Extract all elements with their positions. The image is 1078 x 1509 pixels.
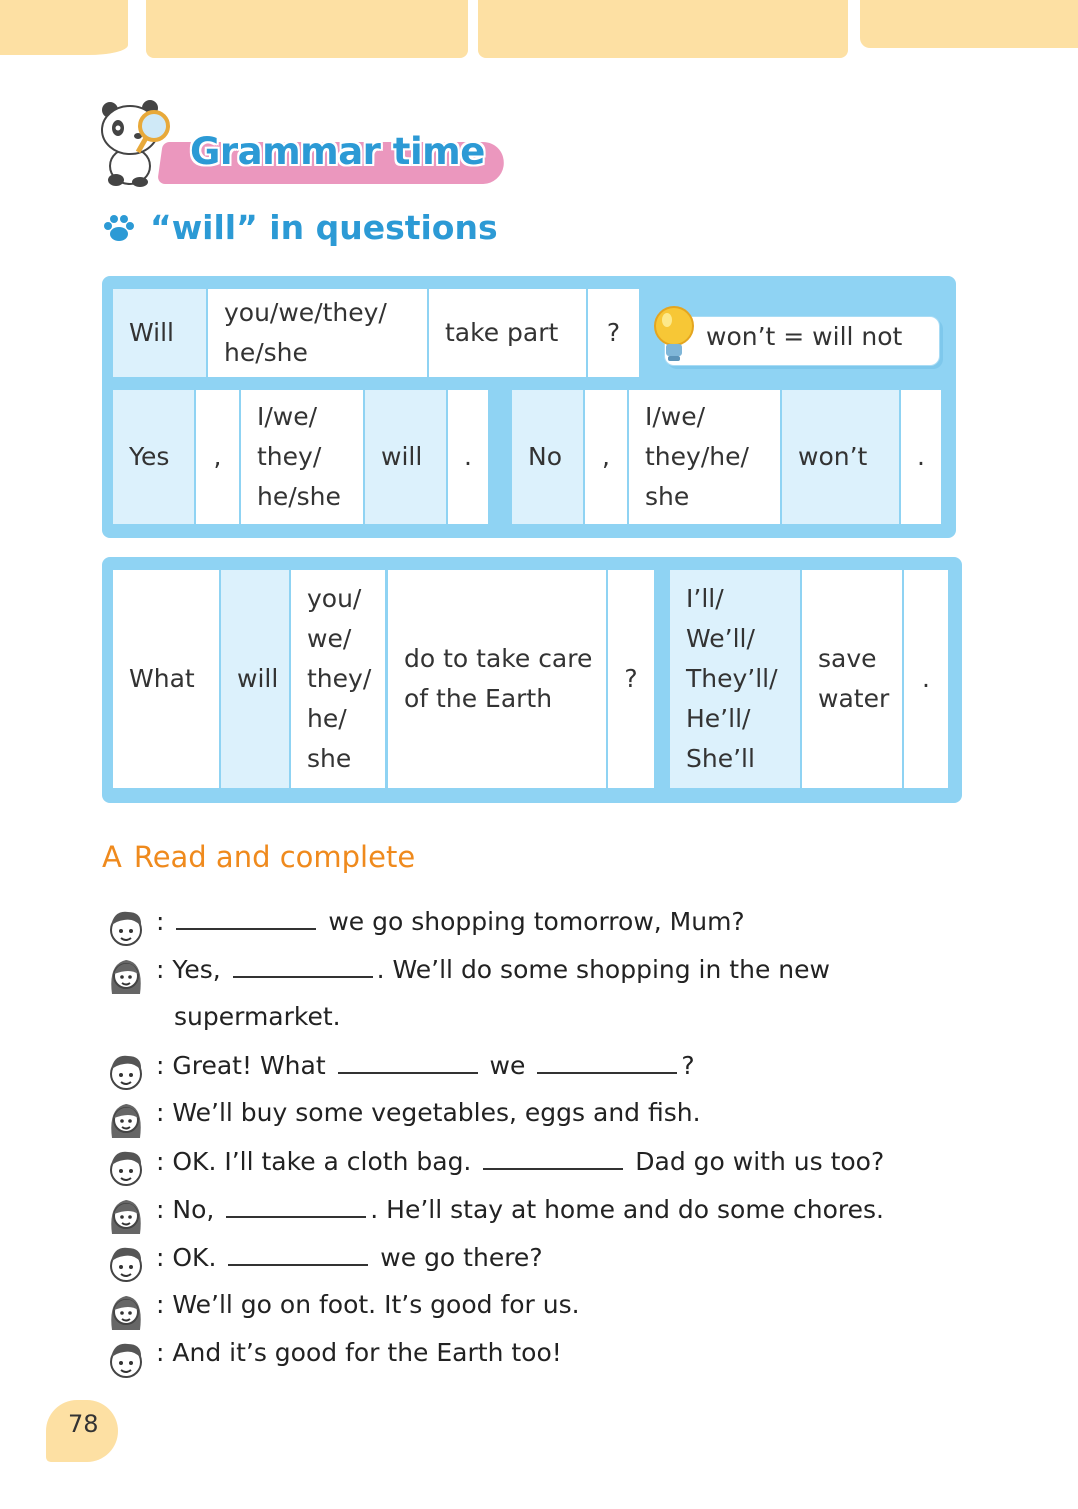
note-text: won’t = will not [706, 322, 903, 351]
will-row-cell: take part [429, 289, 586, 377]
what-question-cell: What [113, 570, 219, 788]
boy-face-icon [104, 1242, 148, 1286]
paw-print-icon [102, 214, 136, 244]
exercise-letter: A [102, 840, 122, 874]
exercise-title [102, 840, 415, 874]
section-title: Grammar time [190, 130, 485, 173]
will-row-cell: Will [113, 289, 206, 377]
answer-blank[interactable] [228, 1242, 368, 1266]
answer-cell: I’ll/ We’ll/ They’ll/ He’ll/ She’ll [670, 570, 800, 788]
what-question-cell: you/ we/ they/ he/ she [291, 570, 385, 788]
page-number: 78 [68, 1410, 99, 1438]
mum-face-icon [104, 954, 148, 998]
answer-blank[interactable] [483, 1146, 623, 1170]
boy-face-icon [104, 1146, 148, 1190]
top-tab [860, 0, 1078, 48]
dialogue-text: : OK. I’ll take a cloth bag. Dad go with us too? [156, 1147, 885, 1176]
what-question-cell: ? [608, 570, 654, 788]
dialogue-text: : Yes, . We’ll do some shopping in the new [156, 955, 830, 984]
what-question-cell: will [221, 570, 289, 788]
dialogue-text: : we go shopping tomorrow, Mum? [156, 907, 745, 936]
dialogue-text: : No, . He’ll stay at home and do some chores. [156, 1195, 884, 1224]
grammar-subtitle: “will” in questions [150, 208, 498, 247]
no-answer-cell: No [512, 390, 583, 524]
answer-cell: save water [802, 570, 902, 788]
what-question-cell: do to take care of the Earth [388, 570, 606, 788]
boy-face-icon [104, 1050, 148, 1094]
will-row-cell: you/we/they/ he/she [208, 289, 427, 377]
no-answer-cell: , [585, 390, 627, 524]
no-answer-cell: I/we/ they/he/ she [629, 390, 780, 524]
answer-blank[interactable] [233, 954, 373, 978]
answer-blank[interactable] [226, 1194, 366, 1218]
mum-face-icon [104, 1098, 148, 1142]
mum-face-icon [104, 1194, 148, 1238]
answer-blank[interactable] [537, 1050, 677, 1074]
yes-answer-cell: Yes [113, 390, 194, 524]
top-tab [478, 0, 848, 58]
dialogue-text: : And it’s good for the Earth too! [156, 1338, 562, 1367]
dialogue-text: supermarket. [174, 1002, 341, 1031]
answer-cell: . [904, 570, 948, 788]
boy-face-icon [104, 906, 148, 950]
exercise-heading: Read and complete [133, 840, 416, 874]
dialogue-text: : We’ll buy some vegetables, eggs and fish. [156, 1098, 701, 1127]
answer-blank[interactable] [338, 1050, 478, 1074]
top-tab [0, 0, 128, 55]
dialogue-text: : Great! What we ? [156, 1051, 695, 1080]
yes-answer-cell: I/we/ they/ he/she [241, 390, 363, 524]
lightbulb-icon [650, 304, 698, 366]
no-answer-cell: won’t [782, 390, 899, 524]
boy-face-icon [104, 1338, 148, 1382]
answer-blank[interactable] [176, 906, 316, 930]
dialogue-text: : OK. we go there? [156, 1243, 543, 1272]
will-row-cell: ? [588, 289, 639, 377]
yes-answer-cell: . [448, 390, 488, 524]
yes-answer-cell: will [365, 390, 446, 524]
mum-face-icon [104, 1290, 148, 1334]
dialogue-text: : We’ll go on foot. It’s good for us. [156, 1290, 580, 1319]
top-tab [146, 0, 468, 58]
yes-answer-cell: , [196, 390, 239, 524]
no-answer-cell: . [901, 390, 941, 524]
top-tabs [0, 0, 1078, 70]
